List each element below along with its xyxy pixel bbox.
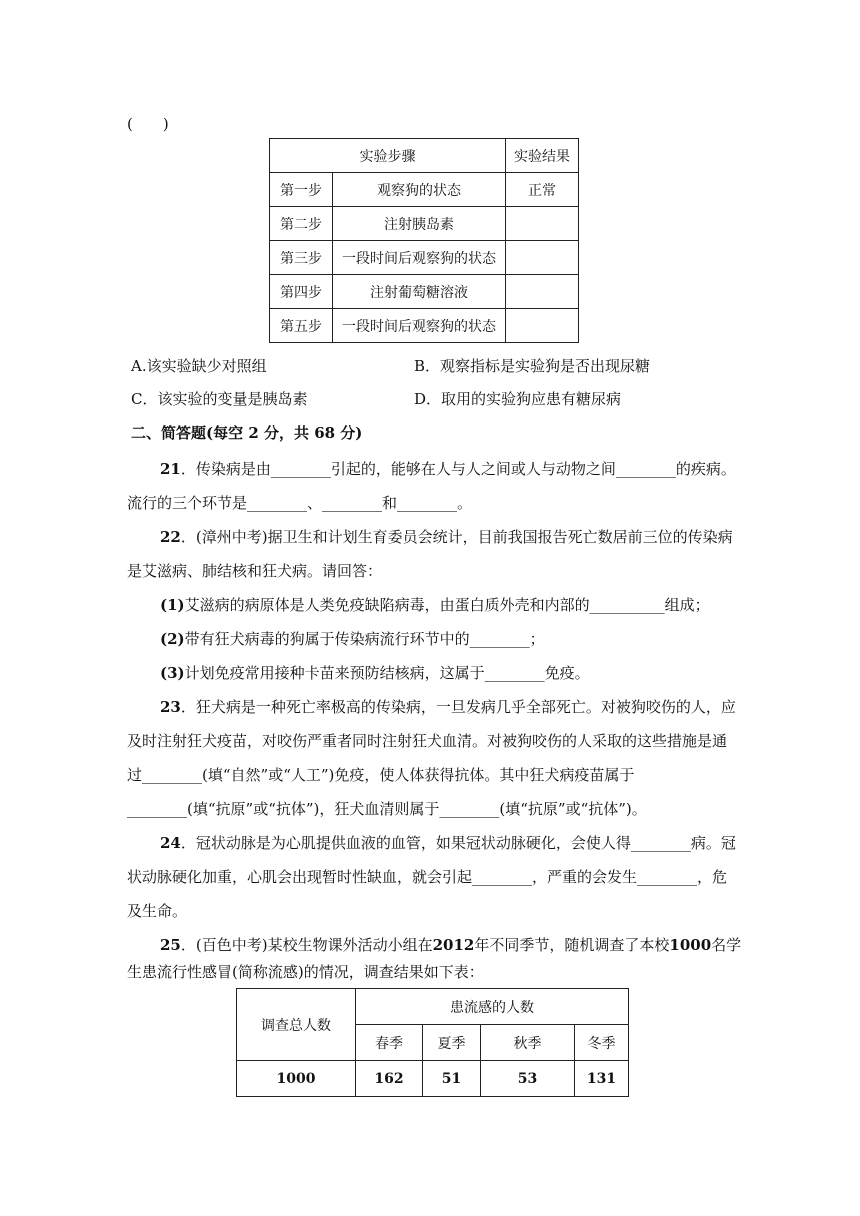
- table-header-row: [270, 139, 579, 173]
- step-cell: 第一步: [270, 173, 333, 207]
- sub-text: 计划免疫常用接种卡苗来预防结核病，这属于________免疫。: [184, 664, 590, 682]
- question-22-sub-3: [160, 662, 590, 683]
- question-number: 24: [160, 834, 181, 852]
- question-number: 22: [160, 528, 181, 546]
- question-number: 25: [160, 936, 181, 954]
- question-text: 据卫生和计划生育委员会统计，目前我国报告死亡数居前三位的传染病: [267, 528, 733, 546]
- question-25-line-1: [160, 934, 741, 955]
- answer-parentheses: ( ): [127, 115, 169, 133]
- question-text: 某校生物课外活动小组在: [267, 936, 433, 954]
- value-cell: 131: [575, 1061, 629, 1097]
- header-flu-count: 患流感的人数: [356, 989, 629, 1025]
- season-cell: 春季: [356, 1025, 423, 1061]
- result-cell: [506, 207, 579, 241]
- question-21-line-2: 流行的三个环节是________、________和________。: [127, 494, 473, 512]
- action-cell: 注射胰岛素: [333, 207, 506, 241]
- table-row: [270, 309, 579, 343]
- question-text: 年不同季节，随机调查了本校: [474, 936, 670, 954]
- question-23-line-4: ________(填“抗原”或“抗体”)，狂犬血清则属于________(填“抗原”或“抗体”)。: [127, 800, 647, 818]
- table-row: [270, 241, 579, 275]
- value-cell: 53: [481, 1061, 575, 1097]
- step-cell: 第五步: [270, 309, 333, 343]
- table-row: [270, 275, 579, 309]
- question-text: ．冠状动脉是为心肌提供血液的血管，如果冠状动脉硬化，会使人得________病。冠: [180, 834, 736, 852]
- table-header-row: [237, 989, 629, 1025]
- question-23-line-3: 过________(填“自然”或“人工”)免疫，使人体获得抗体。其中狂犬病疫苗属于: [127, 766, 635, 784]
- question-22-line-2: 是艾滋病、肺结核和狂犬病。请回答：: [127, 562, 383, 580]
- action-cell: 观察狗的状态: [333, 173, 506, 207]
- question-23-line-1: [160, 696, 736, 717]
- action-cell: 注射葡萄糖溶液: [333, 275, 506, 309]
- question-22-sub-2: [160, 628, 545, 649]
- table-row: [270, 173, 579, 207]
- question-number: 23: [160, 698, 181, 716]
- total-value-cell: 1000: [237, 1061, 356, 1097]
- step-cell: 第二步: [270, 207, 333, 241]
- question-text: ．传染病是由________引起的，能够在人与人之间或人与动物之间________的疾病。: [180, 460, 736, 478]
- sub-number: (2): [160, 630, 185, 648]
- question-22-line-1: [160, 526, 733, 547]
- value-cell: 51: [423, 1061, 481, 1097]
- season-cell: 秋季: [481, 1025, 575, 1061]
- season-cell: 夏季: [423, 1025, 481, 1061]
- action-cell: 一段时间后观察狗的状态: [333, 241, 506, 275]
- header-experiment-results: 实验结果: [506, 139, 579, 173]
- table-row: [237, 1061, 629, 1097]
- question-source: (百色中考): [195, 936, 268, 954]
- option-a: A.该实验缺少对照组: [131, 357, 267, 375]
- header-total-surveyed: 调查总人数: [237, 989, 356, 1061]
- section-title: 二、简答题(每空 2 分，共 68 分): [131, 424, 363, 442]
- question-text: ．狂犬病是一种死亡率极高的传染病，一旦发病几乎全部死亡。对被狗咬伤的人，应: [180, 698, 736, 716]
- sub-number: (3): [160, 664, 185, 682]
- question-21-line-1: [160, 458, 736, 479]
- separator: ．: [180, 936, 196, 954]
- result-cell: [506, 275, 579, 309]
- question-number: 21: [160, 460, 181, 478]
- action-cell: 一段时间后观察狗的状态: [333, 309, 506, 343]
- flu-survey-table: [236, 988, 629, 1097]
- question-25-line-2: 生患流行性感冒(简称流感)的情况，调查结果如下表：: [127, 963, 484, 981]
- sub-number: (1): [160, 596, 185, 614]
- result-cell: [506, 241, 579, 275]
- value-cell: 162: [356, 1061, 423, 1097]
- option-b: B．观察指标是实验狗是否出现尿糖: [414, 357, 651, 375]
- count-value: 1000: [669, 936, 712, 954]
- season-cell: 冬季: [575, 1025, 629, 1061]
- question-source: (漳州中考): [195, 528, 268, 546]
- sub-text: 艾滋病的病原体是人类免疫缺陷病毒，由蛋白质外壳和内部的__________组成；: [184, 596, 710, 614]
- question-23-line-2: 及时注射狂犬疫苗，对咬伤严重者同时注射狂犬血清。对被狗咬伤的人采取的这些措施是通: [127, 732, 728, 750]
- question-24-line-3: 及生命。: [127, 902, 188, 920]
- table-row: [270, 207, 579, 241]
- sub-text: 带有狂犬病毒的狗属于传染病流行环节中的________；: [184, 630, 545, 648]
- question-24-line-2: 状动脉硬化加重，心肌会出现暂时性缺血，就会引起________，严重的会发生________，危: [127, 868, 728, 886]
- question-22-sub-1: [160, 594, 710, 615]
- step-cell: 第三步: [270, 241, 333, 275]
- result-cell: 正常: [506, 173, 579, 207]
- step-cell: 第四步: [270, 275, 333, 309]
- option-c: C．该实验的变量是胰岛素: [131, 390, 308, 408]
- option-d: D．取用的实验狗应患有糖尿病: [414, 390, 622, 408]
- header-experiment-steps: 实验步骤: [270, 139, 506, 173]
- year-value: 2012: [432, 936, 475, 954]
- question-text: 名学: [711, 936, 742, 954]
- experiment-steps-table: [269, 138, 579, 343]
- question-24-line-1: [160, 832, 736, 853]
- separator: ．: [180, 528, 196, 546]
- result-cell: [506, 309, 579, 343]
